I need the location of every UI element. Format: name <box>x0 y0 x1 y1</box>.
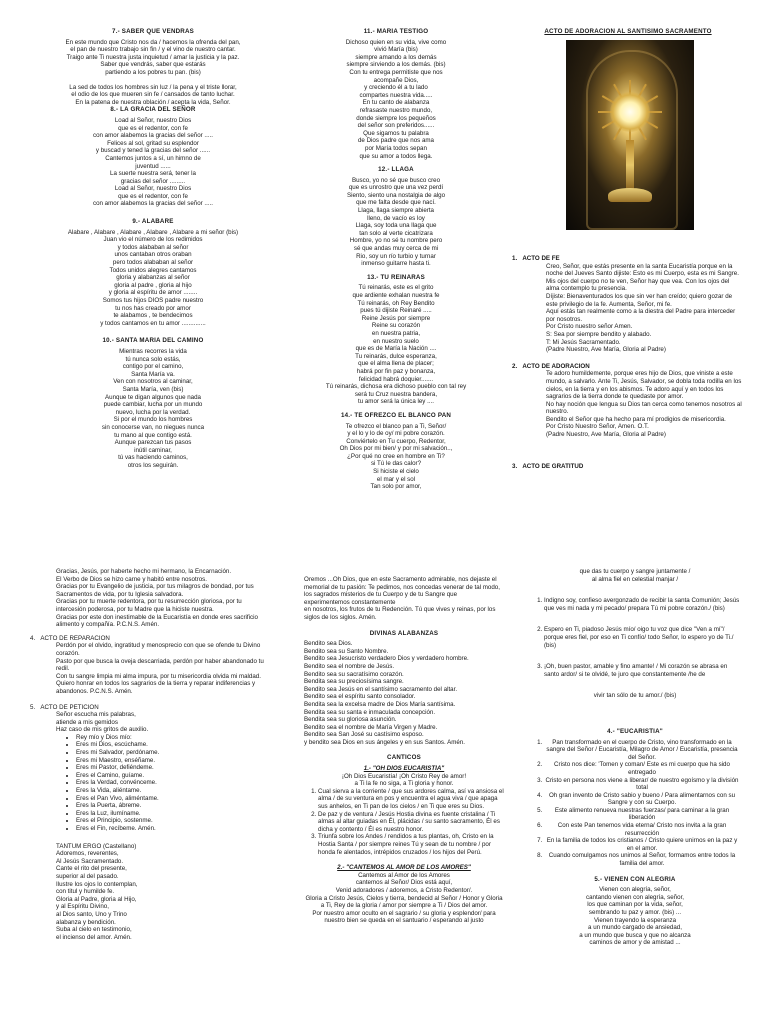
act-heading-text: ACTO DE PETICION <box>40 703 99 711</box>
act-heading: 2. ACTO DE ADORACION <box>512 362 590 370</box>
act-heading-text: ACTO DE REPARACION <box>40 634 110 642</box>
list-item: • Eres el Principio, sostenme. <box>76 817 270 825</box>
list-item: 2. Cristo nos dice: 'Tomen y coman/ Este es mi cuerpo que ha sido entregado <box>544 761 740 776</box>
list-item: 6. Con este Pan tenemos vida eterna/ Cristo nos invita a la gran resurrección <box>544 822 740 837</box>
column-5 <box>304 576 504 925</box>
column-3 <box>512 28 744 39</box>
column-6 <box>530 568 740 947</box>
song-lyrics: Vienen con alegría, señor, cantando vienen con alegría, señor, los que caminan por la vida, señor, sembrando tu paz y amor. (bis) ... Vienen trayendo la esperanza a un mundo cargado de ansiedad, a un mundo que busca y que no alcanza caminos de amor y de amistad ... <box>579 886 691 947</box>
song-title: 4.- "EUCARISTIA" <box>607 727 663 735</box>
act-text: Perdón por el olvido, ingratitud y menosprecio con que se ofende tu Divino corazón. Pasto por que busca la oveja descarriada, perdón por haber abandonado tu redil. Con tu sangre limpia mi alma impura, por tu misericordia olvida mi maldad. Quiero honrar en todos los sagrarios de la tierra y reparar indiferencias y abandonos. P.C.N.S. Amén. <box>56 642 264 695</box>
act-text: Señor escucha mis palabras, atiende a mis gemidos Haz caso de mis gritos de auxilio. <box>56 711 149 734</box>
list-item: • Eres la Luz, ilumíname. <box>76 810 270 818</box>
song-lyrics: Mientras recorres la vida tú nunca solo estás, contigo por el camino, Santa María va. Ven con nosotros al caminar, Santa María, ven (bis) Aunque te digan algunos que nada puede cambiar, lucha por un mundo nuevo, lucha por la verdad. Si por el mundo los hombres sin conocerse van, no niegues nunca tu mano al que contigo está. Aunque parezcan tus pasos inútil caminar, tú vas haciendo caminos, otros los seguirán. <box>101 347 205 469</box>
prayer-text: Oremos ...Oh Dios, que en este Sacramento admirable, nos dejaste el memorial de tu pasión: Te pedimos, nos concedas venerar de tal modo, los sagrados misterios de tu Cuerpo y de tu Sangre que experimentemos constantemente en nosotros, los frutos de tu Redención. Tú que vives y reinas, por los siglos de los siglos. Amén. <box>304 576 500 621</box>
song-title: 12.- LLAGA <box>378 166 414 174</box>
list-item: • Rey mío y Dios mío: <box>76 734 270 742</box>
list-item: 8. Cuando comulgamos nos unimos al Señor, formamos entre todos la familia del amor. <box>544 852 740 867</box>
list-item: • Eres mi Dios, escúchame. <box>76 741 270 749</box>
list-item: 3. Triunfa sobre los Andes / rendidos a tus plantas, oh, Cristo en la Hostia Santa / por siempre reines Tú y sean de tu nombre / por honda fe alentados, intrépidos cruzados / los hijos del Perú. <box>318 833 504 856</box>
song-lyrics: Alabare , Alabare , Alabare , Alabare , Alabare a mi señor (bis) Juan vio el número de los redimidos y todos alababan al señor unos cantaban otros oraban pero todos alababan al señor Todos unidos alegres cantamos gloria y alabanzas al señor gloria al padre , gloria al hijo y gloria al espíritu de amor ........ Somos tus hijos DIOS padre nuestro tu nos has creado por amor te alabamos , te bendecimos y todos cantamos en tu amor .............. <box>67 228 239 327</box>
tantum-ergo: TANTUM ERGO (Castellano) Adoremos, reverentes, Al Jesús Sacramentado. Cante el rito del presente, superior al del pasado. Ilustre los ojos lo contemplan, con titul y humilde fe. Gloria al Padre, gloria al Hijo, y al Espíritu Divino, al Dios santo, Uno y Trino alabanza y bendición. Suba al cielo en testimonio, el incienso del amor. Amén. <box>56 842 138 941</box>
list-item: 1. Indigno soy, confieso avergonzado de recibir la santa Comunión; Jesús que ves mi nada y mi pecado/ prepara Tú mi pobre corazón./ (bis) <box>544 597 740 612</box>
act-heading-text: ACTO DE FE <box>522 255 560 262</box>
song-lyrics: que das tu cuerpo y sangre juntamente / al alma fiel en celestial manjar / <box>579 568 691 583</box>
list-item: 1. Cual sierva a la corriente / que sus ardores calma, así va ansiosa el alma / de su ventura en pos y encuentra el agua viva / que apaga sus anhelos, en Ti pan de los cielos / en Ti que eres su Dios. <box>318 788 504 811</box>
list-item: 2. Espero en Ti, piadoso Jesús mío/ oigo tu voz que dice "Ven a mí"/ porque eres fiel, por eso en Ti confío/ todo Señor, lo espero yo de Ti./ (bis) <box>544 626 740 649</box>
song-title: 5.- VIENEN CON ALEGRIA <box>594 875 676 883</box>
song-title: 11.- MARIA TESTIGO <box>363 28 429 35</box>
section-title: DIVINAS ALABANZAS <box>369 629 439 637</box>
song-verses <box>304 788 504 856</box>
list-item: • Eres la Vida, aliéntame. <box>76 787 270 795</box>
document-title: ACTO DE ADORACION AL SANTISIMO SACRAMENTO <box>544 28 712 35</box>
list-item: 5. Este alimento renueva nuestras fuerzas/ para caminar a la gran liberación <box>544 807 740 822</box>
list-item: 1. Pan transformado en el cuerpo de Cristo, vino transformado en la sangre del Señor / Eucaristía, Milagro de Amor / Eucaristía, presencia del Señor. <box>544 739 740 762</box>
monstrance-image <box>566 40 694 230</box>
act-text: Te adoro humildemente, porque eres hijo de Dios, que viniste a este mundo, a salvarlo. Ante Ti, Jesús, Salvador, se dobla toda rodilla en los cielos, en la tierra y en los abismos. Te adoro aquí y en todos los sagrarios de la tierra donde te quedaste por amor. No hay noción que lengua su Dios tan cerca como tenemos nosotros al nuestro. Bendito el Señor que ha hecho para mí prodigios de misericordia. Por Cristo Nuestro Señor, Amen. O.T. (Padre Nuestro, Ave María, Gloria al Padre) <box>546 370 742 439</box>
song-lyrics: La sed de todos los hombres sin luz / la pena y el triste llorar, el odio de los que mueren sin fe / cansados de tanto luchar. En la patena de nuestra oblación / acepta la vida, Señor. <box>69 83 237 106</box>
song-verses <box>530 597 740 678</box>
song-title: 2.- "CANTEMOS AL AMOR DE LOS AMORES" <box>337 864 471 872</box>
song-title: 10.- SANTA MARIA DEL CAMINO <box>102 337 204 345</box>
song-lyrics: En este mundo que Cristo nos da / hacemos la ofrenda del pan, el pan de nuestro trabajo sin fin / y el vino de nuestro cantar. Traigo ante Ti nuestra justa inquietud / amar la justicia y la paz. Saber que vendrás, saber que estarás partiendo a los pobres tu pan. (bis) <box>65 38 241 76</box>
list-item: • Eres mi Maestro, enséñame. <box>76 757 270 765</box>
act-heading: 4. ACTO DE REPARACION <box>30 634 110 642</box>
song-title: 8.- LA GRACIA DEL SEÑOR <box>110 106 196 114</box>
column-1 <box>38 28 268 469</box>
act-heading: 3. ACTO DE GRATITUD <box>512 462 584 470</box>
list-item: • Eres la Puerta, ábreme. <box>76 802 270 810</box>
song-lyrics: Tú reinarás, este es el grito que ardiente exhalan nuestra fe Tú reinarás, oh Rey Bendito pues tú dijiste Reinaré ..... Reine Jesús por siempre Reine su corazón en nuestra patria, en nuestro suelo que es de María la Nación .... Tu reinarás, dulce esperanza, que el alma llena de placer; habrá por fin paz y bonanza, felicidad habrá doquier....... Tú reinarás, dichosa era dichoso pueblo con tal rey será tu Cruz nuestra bandera, tu amor será la única ley .... <box>325 284 467 406</box>
list-item: 3. ¡Oh, buen pastor, amable y fino amante! / Mi corazón se abrasa en santo ardor/ si te olvidé, te juro que constantemente /he de <box>544 663 740 678</box>
column-4 <box>30 568 270 941</box>
act-heading: 5. ACTO DE PETICION <box>30 703 99 711</box>
song-title: 7.- SABER QUE VENDRAS <box>112 28 194 35</box>
song-lyrics: vivir tan sólo de tu amor./ (bis) <box>593 692 677 700</box>
list-item: 4. Oh gran invento de Cristo sabio y bueno / Para alimentarnos con su Sangre y con su Cuerpo. <box>544 792 740 807</box>
song-lyrics: Cantemos al Amor de los Amores cantemos al Señor/ Dios está aquí, Venid adoradores / adoremos, a Cristo Redentor/. Gloria a Cristo Jesús, Cielos y tierra, bendecid al Señor / Honor y Gloria a Ti, Rey de la gloria / amor por siempre a Ti / Dios del amor. Por nuestro amor oculto en el sagrario / su gloria y esplendor/ para nuestro bien se queda en el santuario / esperando al justo <box>305 871 503 925</box>
song-chorus: ¡Oh Dios Eucaristía! ¡Oh Cristo Rey de amor! a Ti la fe no siga, a Ti gloria y honor. <box>341 772 467 788</box>
list-item: 2. De paz y de ventura / Jesús Hostia divina es fuente cristalina / Ti almas al altar guiadas en Él, plácidas / su santo sacramento, Él es dicha y contento / Él es nuestro honor. <box>318 811 504 834</box>
song-title: 14.- TE OFREZCO EL BLANCO PAN <box>340 411 452 419</box>
act-text: Gracias, Jesús, por haberte hecho mi hermano, la Encarnación. El Verbo de Dios se hizo carne y habitó entre nosotros. Gracias por tu Evangelio de justicia, por tus milagros de bondad, por tus Sacramentos de vida, por tu Iglesia salvadora. Gracias por tu muerte redentora, por tu resurrección gloriosa, por tu intercesión poderosa, por tu Madre que la hiciste nuestra. Gracias por este don inestimable de la Eucaristía en donde eres sacrificio alimento y compañía. P.C.N.S. Amén. <box>56 568 258 629</box>
act-text: Creo, Señor, que estás presente en la santa Eucaristía porque en la noche del Jueves Santo dijiste: Esto es mi Cuerpo, esta es mi Sangre. Mis ojos del cuerpo no te ven, Señor hay que vea. Con los ojos del alma contemplo tu presencia. Díjiste: Bienaventurados los que sin ver han creído; quiero gozar de este privilegio de la fe. Aumenta, Señor, mi fe. Aquí estás tan realmente como a la diestra del Padre para interceder por nosotros. Por Cristo nuestro señor Amen. S: Sea por siempre bendito y alabado. T: Mi Jesús Sacramentado. (Padre Nuestro, Ave María, Gloria al Padre) <box>546 262 739 354</box>
act-heading: 1. ACTO DE FE <box>512 255 560 262</box>
list-item: • Eres mi Salvador, perdóname. <box>76 749 270 757</box>
list-item: 3. Cristo en persona nos viene a liberar/ de nuestro egoísmo y la división total <box>544 777 740 792</box>
song-lyrics: Te ofrezco el blanco pan a Ti, Señor/ y el lo y lo de oy/ mi pobre corazón. Conviértelo en Tu cuerpo, Redentor, Oh Dios por mi bien/ y por mi salvación.., ¿Por qué no cree en hombre en Ti? si Tú le das calor? Si hiciste el cielo el mar y el sol Tan solo por amor, <box>339 422 453 491</box>
column-2 <box>296 28 496 491</box>
list-item: • Eres el Pan Vivo, aliméntame. <box>76 795 270 803</box>
acts-section <box>512 255 744 470</box>
list-item: 7. En la familia de todos los cristianos / Cristo quiere unirnos en la paz y en el amor. <box>544 837 740 852</box>
song-lyrics: Dichoso quien en su vida, vive como vivió María (bis) siempre amando a los demás siempre sirviendo a los demás. (bis) Con tu entrega permitiste que nos acompañe Dios, y creciendo él a tu lado compartes nuestra vida..... En tu canto de alabanza refrasaste nuestro mundo, donde siempre los pequeños del señor son preferidos...... Que sigamos tu palabra de Dios padre que nos ama por María todos sepan que su amor a todos llega. <box>345 38 447 160</box>
petition-list <box>30 734 270 833</box>
list-item: • Eres el Camino, guíame. <box>76 772 270 780</box>
song-title: 13.- TU REINARAS <box>367 273 425 281</box>
act-heading-text: ACTO DE GRATITUD <box>522 462 584 470</box>
list-item: • Eres mi Pastor, defiéndeme. <box>76 764 270 772</box>
song-lyrics: Busco, yo no sé que busco creo que es unrostro que una vez perdí Siento, siento una nostalgia de algo que me falta desde que nací. Llaga, llaga siempre abierta lleno, de vacío es loy Llaga, soy toda una llaga que tan solo al verte cicatrizara Hombre, yo no sé tu nombre pero sé que andas muy cerca de mi Rio, soy un río turbio y turnar inmenso guitarre hasta ti. <box>346 176 446 268</box>
act-heading-text: ACTO DE ADORACION <box>522 362 590 370</box>
section-title: CANTICOS <box>387 754 421 762</box>
song-verses <box>530 739 740 868</box>
list-item: • Eres la Verdad, convénceme. <box>76 779 270 787</box>
divine-praises: Bendito sea Dios. Bendito sea su Santo Nombre. Bendito sea Jesucristo verdadero Dios y verdadero hombre. Bendito sea el nombre de Jesús. Bendito sea su sacratísimo corazón. Bendita sea su preciosísima sangre. Bendito sea Jesús en el santísimo sacramento del altar. Bendito sea el espíritu santo consolador. Bendita sea la excelsa madre de Dios María santísima. Bendita sea su santa e inmaculada concepción. Bendita sea su gloriosa asunción. Bendito sea el nombre de María Virgen y Madre. Bendito sea San José su castísimo esposo. y bendito sea Dios en sus ángeles y en sus Santos. Amén. <box>304 640 469 746</box>
song-lyrics: Load al Señor, nuestro Dios que es el redentor, con fe con amor alabemos la gracias del señor ..... Felices al sol, gritad su esplendor y buscad y tened la gracias del señor ...... Cantemos juntos a sí, un himno de juventud ...... La suerte nuestra será, tener la gracias del señor ......... Load al Señor, nuestro Dios que es el redentor, con fe con amor alabemos la gracias del señor ..... <box>92 116 214 208</box>
song-title: 1.- "OH DIOS EUCARISTIA" <box>363 765 445 773</box>
song-title: 9.- ALABARE <box>132 218 174 226</box>
list-item: • Eres el Fin, recíbeme. Amén. <box>76 825 270 833</box>
